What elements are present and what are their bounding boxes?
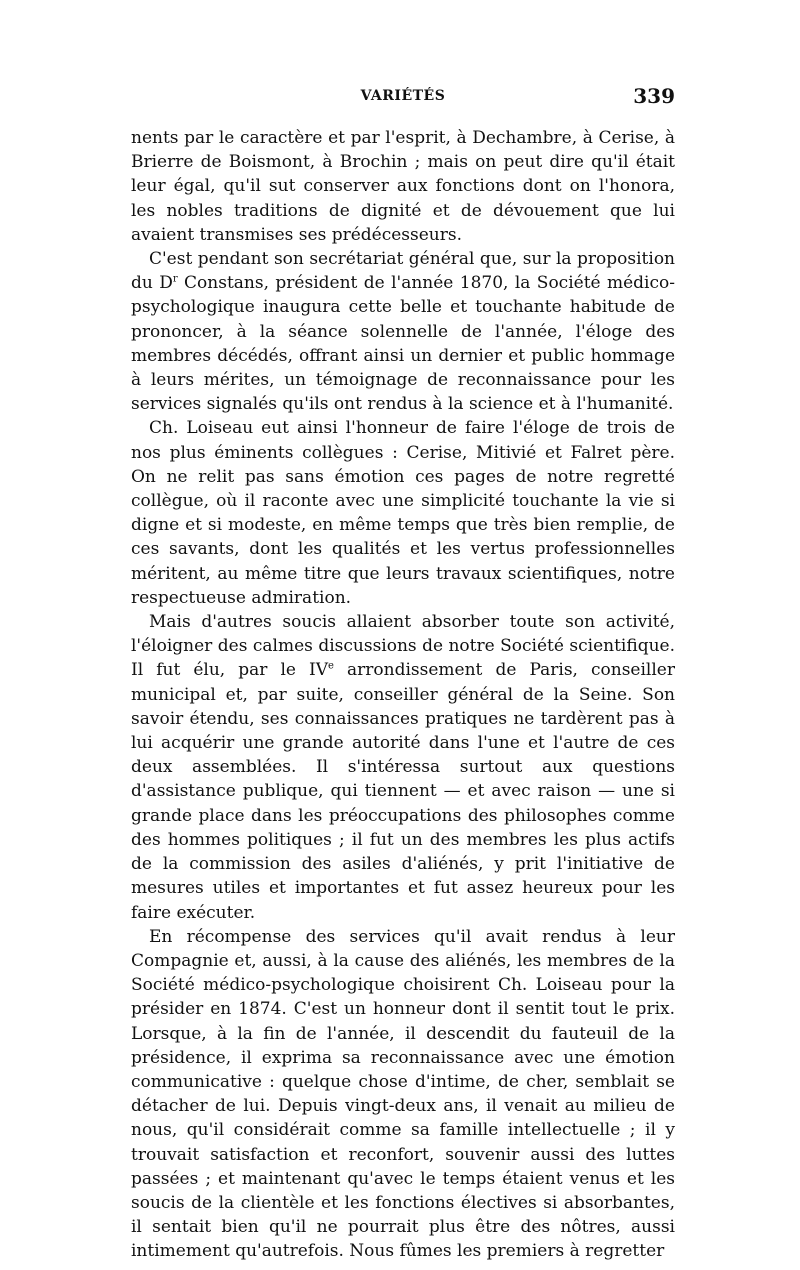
page-number: 339	[633, 84, 675, 108]
paragraph-5-text: En récompense des services qu'il avait rendus à leur Compagnie et, aussi, à la cause des aliénés, les membres de la Société médico-psychologique choisirent Ch. Loiseau pour la présider en 1874. C'est un honneur dont il sentit tout le prix. Lorsque, à la fin de l'année, il descendit du fauteuil de la présidence, il exprima sa reconnaissance avec une émotion communicative : quelque chose d'intime, de cher, semblait se détacher de lui. Depuis vingt-deux ans, il venait au milieu de nous, qu'il considérait comme sa famille intellectuelle ; il y trouvait satisfaction et reconfort, souvenir aussi des luttes passées ; et maintenant qu'avec le temps étaient venus et les soucis de la clientèle et les fonctions électives si absorbantes, il sentait bien qu'il ne pourrait plus être des nôtres, aussi intimement qu'autrefois. Nous fûmes les premiers à regretter	[131, 926, 675, 1262]
body-text	[131, 126, 675, 1264]
paragraph-4	[131, 610, 675, 925]
paragraph-4-text-b: arrondissement de Paris, conseiller municipal et, par suite, conseiller général de la Seine. Son savoir étendu, ses connaissances pratiques ne tardèrent pas à lui acquérir une grande autorité dans l'une et l'autre de ces deux assemblées. Il s'intéressa surtout aux questions d'assistance publique, qui tiennent — et avec raison — une si grande place dans les préoccupations des philosophes comme des hommes politiques ; il fut un des membres les plus actifs de la commission des asiles d'aliénés, y prit l'initiative de mesures utiles et importantes et fut assez heureux pour les faire exécuter.	[131, 660, 675, 923]
paragraph-3	[131, 416, 675, 610]
paragraph-4-superscript: e	[328, 660, 334, 672]
paragraph-5	[131, 925, 675, 1264]
paragraph-2-superscript: r	[172, 273, 178, 285]
paragraph-3-text: Ch. Loiseau eut ainsi l'honneur de faire l'éloge de trois de nos plus éminents collègues : Cerise, Mitivié et Falret père. On ne relit pas sans émotion ces pages de notre regretté collègue, où il raconte avec une simplicité touchante la vie si digne et si modeste, en même temps que très bien remplie, de ces savants, dont les qualités et les vertus professionnelles méritent, au même titre que leurs travaux scientifiques, notre respectueuse admiration.	[131, 418, 675, 608]
paragraph-2-text-a: C'est pendant son secrétariat général que, sur la proposition du D	[131, 249, 675, 294]
paragraph-1	[131, 126, 675, 247]
running-title: VARIÉTÉS	[360, 88, 446, 104]
running-head	[131, 84, 675, 112]
paragraph-4-text-a: Mais d'autres soucis allaient absorber toute son activité, l'éloigner des calmes discussions de notre Société scientifique. Il fut élu, par le IV	[131, 612, 675, 681]
paragraph-2-text-b: Constans, président de l'année 1870, la Société médico-psychologique inaugura cette belle et touchante habitude de prononcer, à la séance solennelle de l'année, l'éloge des membres décédés, offrant ainsi un dernier et public hommage à leurs mérites, un témoignage de reconnaissance pour les services signalés qu'ils ont rendus à la science et à l'humanité.	[131, 273, 675, 415]
paragraph-1-text: nents par le caractère et par l'esprit, à Dechambre, à Cerise, à Brierre de Boismont, à Brochin ; mais on peut dire qu'il était leur égal, qu'il sut conserver aux fonctions dont on l'honora, les nobles traditions de dignité et de dévouement que lui avaient transmises ses prédécesseurs.	[131, 128, 675, 245]
paragraph-2	[131, 247, 675, 416]
